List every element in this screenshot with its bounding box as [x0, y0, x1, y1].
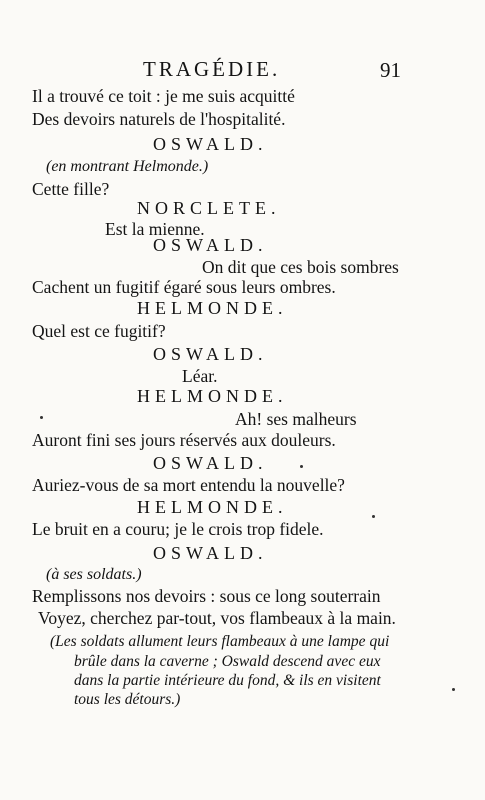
speaker-name: OSWALD.	[153, 344, 268, 364]
speaker-name: NORCLETE.	[137, 198, 281, 218]
speaker-name: OSWALD.	[153, 543, 268, 563]
stage-direction: (à ses soldats.)	[46, 566, 142, 583]
verse-line: Auront fini ses jours réservés aux douleurs.	[32, 430, 336, 450]
verse-line: Il a trouvé ce toit : je me suis acquitté	[32, 86, 295, 106]
verse-line: Est la mienne.	[105, 219, 205, 239]
running-title: TRAGÉDIE.	[143, 57, 281, 81]
verse-line: Remplissons nos devoirs : sous ce long souterrain	[32, 586, 381, 606]
speaker-name: HELMONDE.	[137, 298, 288, 318]
page-number: 91	[380, 58, 401, 82]
paper-speck	[372, 515, 375, 518]
stage-direction: tous les détours.)	[74, 691, 181, 708]
verse-line: Quel est ce fugitif?	[32, 321, 166, 341]
verse-line: Ah! ses malheurs	[235, 409, 357, 429]
speaker-name: HELMONDE.	[137, 497, 288, 517]
verse-line: Des devoirs naturels de l'hospitalité.	[32, 109, 286, 129]
stage-direction: dans la partie intérieure du fond, & ils en visitent	[74, 672, 381, 689]
verse-line: On dit que ces bois sombres	[202, 257, 399, 277]
paper-speck	[300, 465, 303, 468]
stage-direction: (en montrant Helmonde.)	[46, 158, 209, 175]
speaker-name: OSWALD.	[153, 453, 268, 473]
paper-speck	[452, 688, 455, 691]
speaker-name: HELMONDE.	[137, 386, 288, 406]
verse-line: Auriez-vous de sa mort entendu la nouvelle?	[32, 475, 345, 495]
verse-line: Le bruit en a couru; je le crois trop fidele.	[32, 519, 324, 539]
speaker-name: OSWALD.	[153, 134, 268, 154]
paper-speck	[40, 416, 43, 419]
verse-line: Cachent un fugitif égaré sous leurs ombres.	[32, 277, 336, 297]
verse-line: Cette fille?	[32, 179, 110, 199]
stage-direction: (Les soldats allument leurs flambeaux à une lampe qui	[50, 633, 390, 650]
stage-direction: brûle dans la caverne ; Oswald descend avec eux	[74, 653, 381, 670]
speaker-name: OSWALD.	[153, 235, 268, 255]
verse-line: Voyez, cherchez par-tout, vos flambeaux à la main.	[38, 608, 396, 628]
verse-line: Léar.	[182, 366, 218, 386]
